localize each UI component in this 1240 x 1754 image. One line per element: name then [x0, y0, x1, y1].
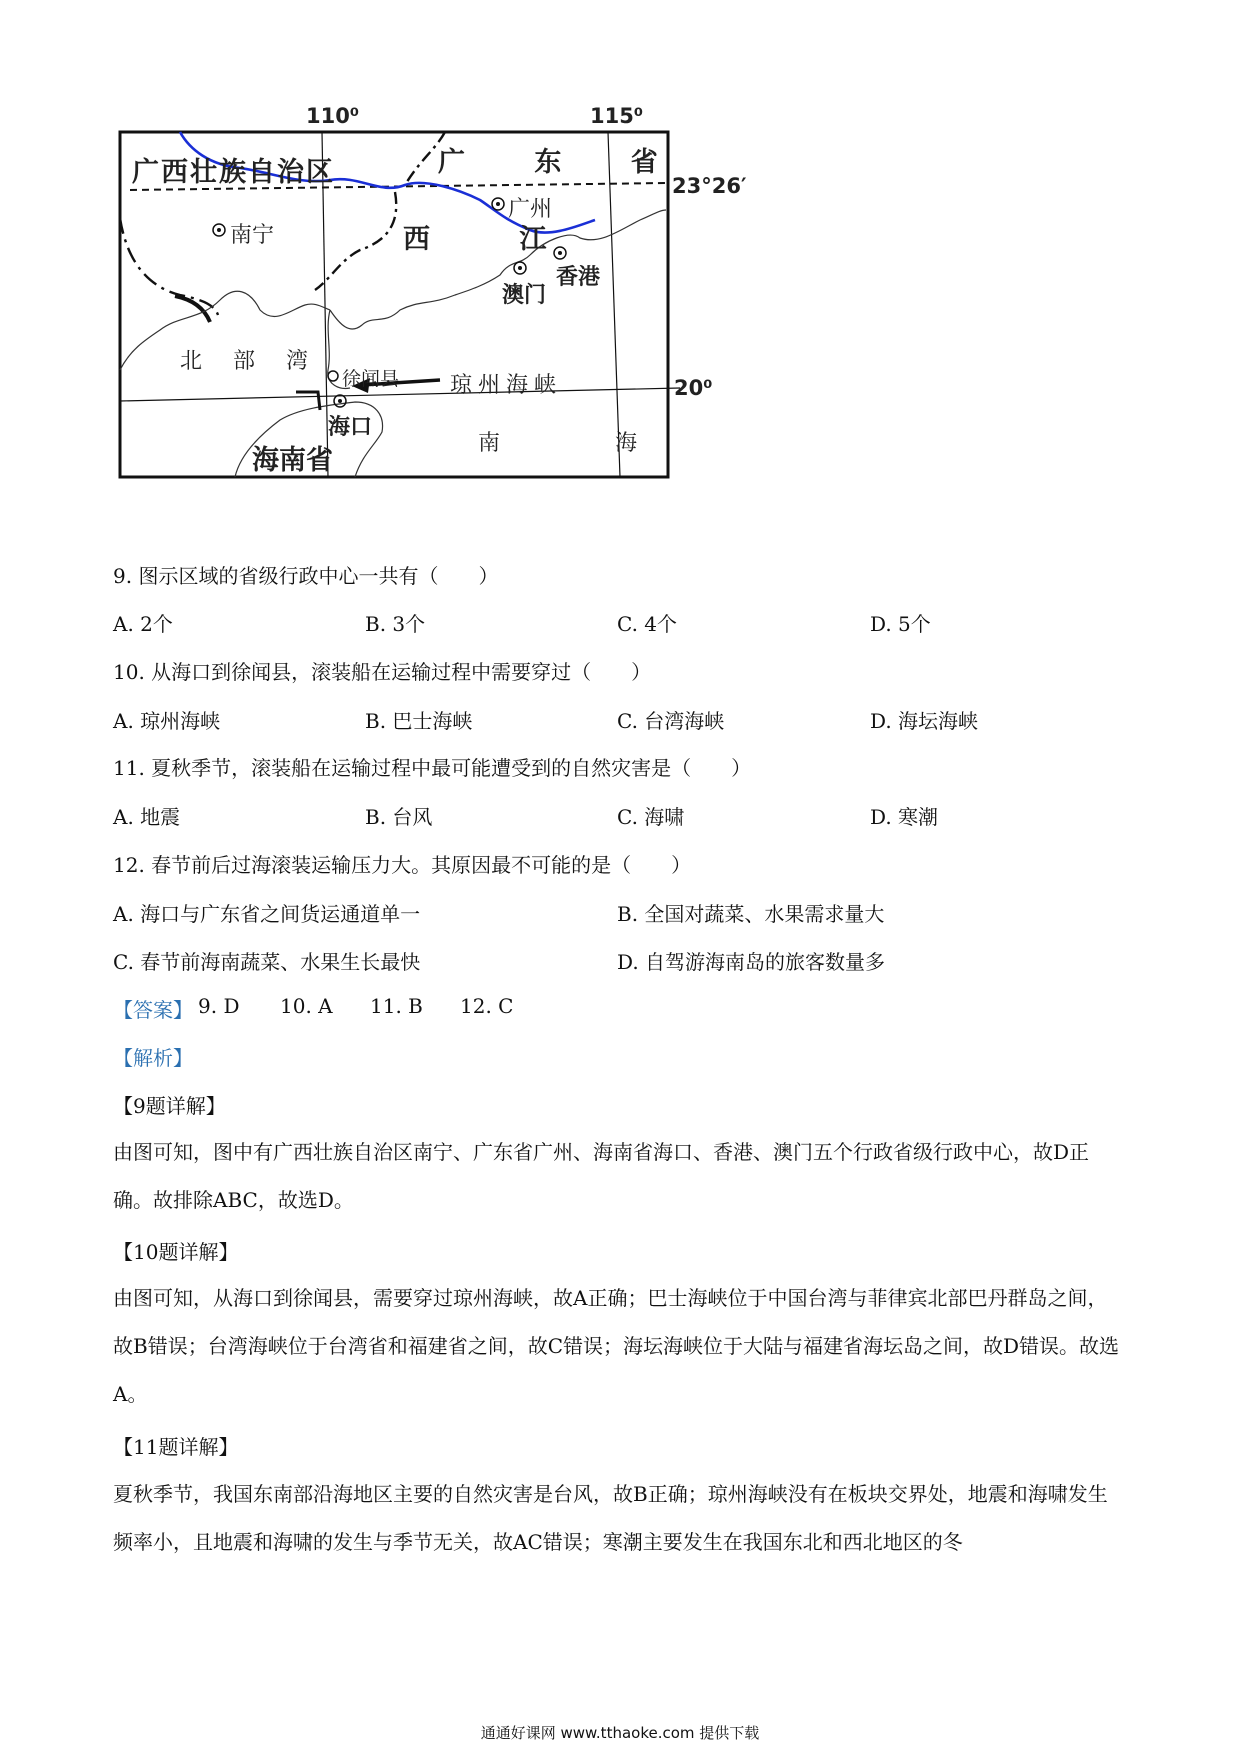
question-12-option-b: B. 全国对蔬菜、水果需求量大 [617, 902, 885, 926]
city-nanning: 南宁 [230, 223, 275, 248]
question-9-option-c: C. 4个 [617, 612, 678, 636]
city-haikou: 海口 [328, 415, 373, 440]
question-10-option-c: C. 台湾海峡 [617, 709, 725, 733]
q11-detail-text: 夏秋季节，我国东南部沿海地区主要的自然灾害是台风，故B正确；琼州海峡没有在板块交界处，地震和海啸发生频率小，且地震和海啸的发生与季节无关，故AC错误；寒潮主要发生在我国东北和西北地区的冬 [113, 1482, 1108, 1554]
q10-detail-heading: 【10题详解】 [113, 1240, 239, 1264]
page-footer: 通通好课网 www.tthaoke.com 提供下载 [480, 1724, 760, 1742]
answer-11: 11. B [370, 994, 423, 1018]
question-10-option-d: D. 海坛海峡 [870, 709, 979, 733]
city-marker-guangzhou [492, 198, 504, 210]
question-12-option-a: A. 海口与广东省之间货运通道单一 [113, 902, 421, 926]
q9-detail-heading: 【9题详解】 [113, 1094, 226, 1118]
city-marker-xuwen [328, 371, 338, 381]
answer-10: 10. A [280, 994, 333, 1018]
city-marker-aomen [514, 262, 526, 274]
question-9-option-d: D. 5个 [870, 612, 931, 636]
city-aomen: 澳门 [502, 283, 547, 308]
map-figure [100, 104, 820, 550]
question-10-option-b: B. 巴士海峡 [365, 709, 473, 733]
question-9-option-a: A. 2个 [113, 612, 173, 636]
question-10-stem: 10. 从海口到徐闻县，滚装船在运输过程中需要穿过（ ） [113, 660, 652, 684]
city-guangzhou: 广州 [508, 197, 553, 222]
question-10-option-a: A. 琼州海峡 [113, 709, 221, 733]
water-qiongzhou-strait: 琼州海峡 [450, 373, 563, 398]
question-11-option-a: A. 地震 [113, 805, 181, 829]
question-11-option-b: B. 台风 [365, 805, 433, 829]
answer-tag: 【答案】 [113, 998, 193, 1022]
q11-detail-heading: 【11题详解】 [113, 1435, 239, 1459]
question-12-option-d: D. 自驾游海南岛的旅客数量多 [617, 950, 886, 974]
question-9-stem: 9. 图示区域的省级行政中心一共有（ ） [113, 564, 499, 588]
question-11-option-c: C. 海啸 [617, 805, 685, 829]
lon-label-110: 110⁰ [306, 104, 360, 128]
analysis-tag: 【解析】 [113, 1046, 193, 1070]
region-guangdong: 广 东 省 [438, 147, 688, 178]
city-xianggang: 香港 [556, 265, 601, 290]
question-12-option-c: C. 春节前海南蔬菜、水果生长最快 [113, 950, 421, 974]
city-xuwen: 徐闻县 [342, 368, 400, 390]
water-nanhai: 南 海 [478, 431, 691, 456]
lat-label-20: 20⁰ [674, 376, 713, 400]
q9-detail-text: 由图可知，图中有广西壮族自治区南宁、广东省广州、海南省海口、香港、澳门五个行政省级行政中心，故D正确。故排除ABC，故选D。 [113, 1140, 1090, 1212]
city-marker-haikou [334, 395, 346, 407]
answer-12: 12. C [460, 994, 514, 1018]
lon-label-115: 115⁰ [590, 104, 644, 128]
region-hainan: 海南省 [252, 445, 333, 476]
lat-label-tropic: 23°26′ [672, 174, 747, 198]
question-9-option-b: B. 3个 [365, 612, 426, 636]
water-beibuwan: 北 部 湾 [180, 349, 320, 374]
city-marker-nanning [213, 224, 225, 236]
q10-detail-text: 由图可知，从海口到徐闻县，需要穿过琼州海峡，故A正确；巴士海峡位于中国台湾与菲律宾北部巴丹群岛之间，故B错误；台湾海峡位于台湾省和福建省之间，故C错误；海坛海峡位于大陆与福建省海坛岛之间，故D错误。故选A。 [113, 1286, 1120, 1406]
question-11-stem: 11. 夏秋季节，滚装船在运输过程中最可能遭受到的自然灾害是（ ） [113, 756, 752, 780]
river-xijiang: 西 江 [403, 224, 587, 255]
question-11-option-d: D. 寒潮 [870, 805, 939, 829]
question-12-stem: 12. 春节前后过海滚装运输压力大。其原因最不可能的是（ ） [113, 853, 692, 877]
region-guangxi: 广西壮族自治区 [132, 157, 335, 188]
answer-9: 9. D [198, 994, 240, 1018]
